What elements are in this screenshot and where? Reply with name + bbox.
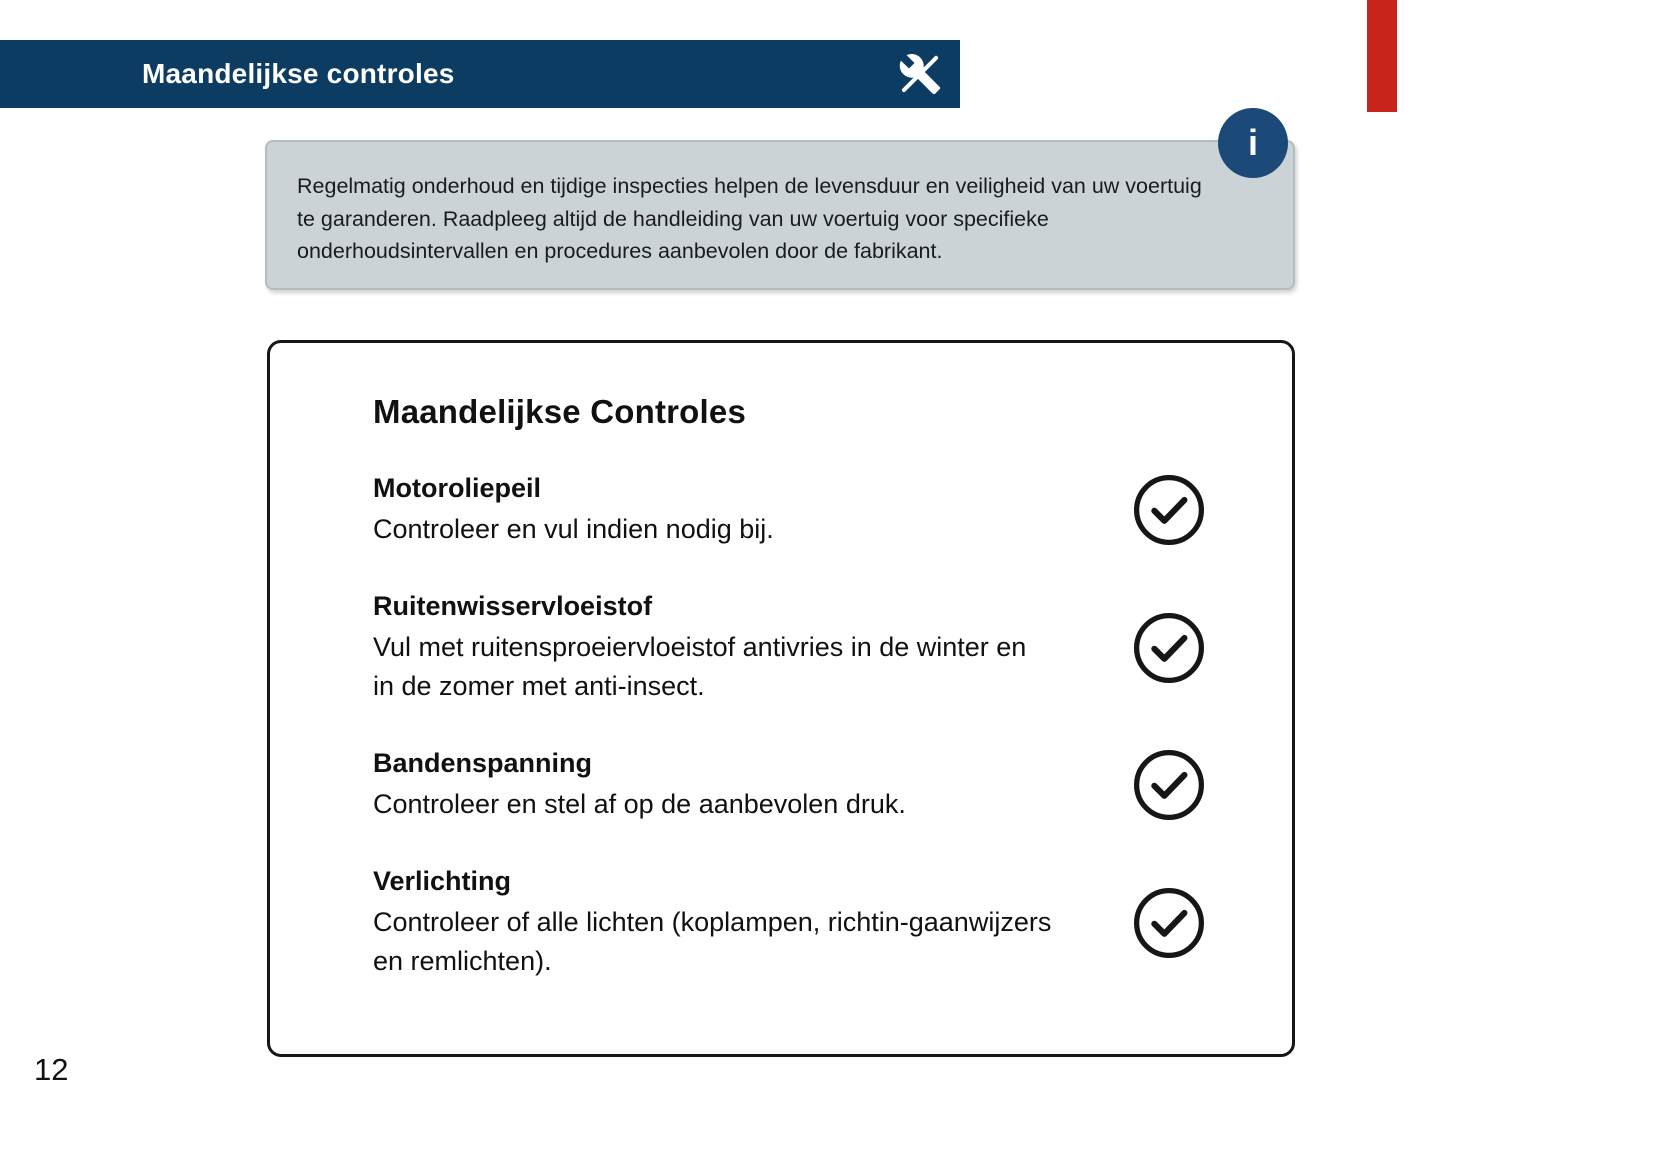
checklist-card-inner (270, 343, 1292, 1051)
checklist-item-heading: Ruitenwisservloeistof (373, 591, 653, 621)
check-circle-icon (1132, 886, 1206, 960)
checklist-item-wiper-fluid (373, 589, 1206, 706)
checklist-title: Maandelijkse Controles (373, 393, 747, 430)
section-title: Maandelijkse controles (142, 58, 455, 89)
checklist-item-text (373, 471, 1053, 549)
check-circle-icon (1132, 611, 1206, 685)
checklist-item-text (373, 746, 1053, 824)
info-icon (1218, 108, 1288, 178)
checklist-item-oil (373, 471, 1206, 549)
checklist-card (267, 340, 1295, 1057)
crossed-tools-icon (880, 40, 960, 108)
checklist-item-heading: Verlichting (373, 866, 512, 896)
checklist-item-description: Controleer en vul indien nodig bij. (373, 514, 774, 544)
info-icon-glyph: i (1247, 122, 1258, 163)
page-number: 12 (34, 1052, 69, 1087)
checklist-item-heading: Motoroliepeil (373, 473, 541, 503)
checklist-item-tire-pressure (373, 746, 1206, 824)
check-circle-icon (1132, 748, 1206, 822)
checklist-item-lights (373, 864, 1206, 981)
checklist-item-text (373, 589, 1053, 706)
maintenance-note-text: Regelmatig onderhoud en tijdige inspecties helpen de levensduur en veiligheid van uw voertuig te garanderen. Raadpleeg altijd de handleiding van uw voertuig voor specifieke onderhoudsintervallen en procedures aanbevolen door de fabrikant. (297, 174, 1202, 263)
checklist-item-description: Vul met ruitensproeiervloeistof antivries in de winter en in de zomer met anti-insect. (373, 632, 1027, 701)
checklist-item-heading: Bandenspanning (373, 748, 593, 778)
checklist-item-description: Controleer en stel af op de aanbevolen druk. (373, 789, 906, 819)
chapter-edge-tab (1367, 0, 1397, 112)
checklist-item-text (373, 864, 1053, 981)
section-header (0, 40, 960, 108)
maintenance-note-box (265, 140, 1295, 290)
checklist-item-description: Controleer of alle lichten (koplampen, richtin-gaanwijzers en remlichten). (373, 907, 1052, 976)
check-circle-icon (1132, 473, 1206, 547)
